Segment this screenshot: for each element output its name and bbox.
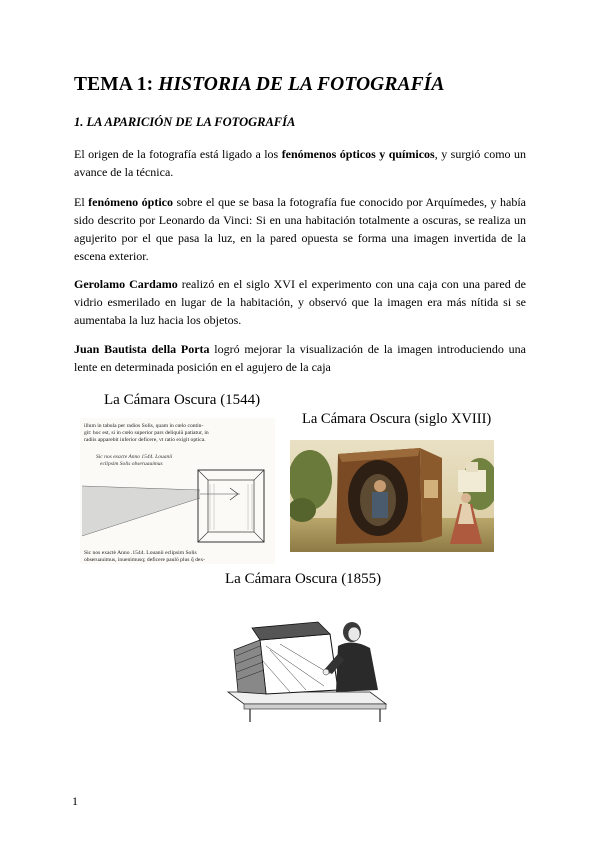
engraving-text-line: obseruauimus, inuenimusq; deficere paulò plus q̃ dex- [84,557,206,563]
paragraph-della-porta: Juan Bautista della Porta logró mejorar la visualización de la imagen introduciendo una lente en determinada posición en el agujero de la caja [74,342,526,374]
camera-obscura-1544-illustration [80,418,275,564]
paragraph-optical-phenomenon: El fenómeno óptico sobre el que se basa la fotografía fue conocido por Arquímedes, y había sido descrito por Leonardo da Vinci: Si en una habitación totalmente a oscuras, se realiza un agujerito por el que pasa la luz, en la pared opuesta se forma una imagen invertida de la escena exterior. [74,195,527,263]
section-title: 1. LA APARICIÓN DE LA FOTOGRAFÍA [74,115,296,129]
paragraph-origin: El origen de la fotografía está ligado a los fenómenos ópticos y químicos, y surgió como un avance de la técnica. [74,147,526,179]
engraving-text-line: git: hoc est, si in cœlo superior pars deliquiū patiatur, in [84,430,209,436]
engraving-text-line: radiis apparebit inferior deficere, vt ratio exigit optica. [84,437,206,443]
engraving-handwritten: Sic nos exacte Anno 1544. Louanii [96,454,173,460]
camera-obscura-18th-century-illustration [290,440,494,552]
page-number: 1 [72,794,78,808]
engraving-1855 [220,610,396,722]
engraving-1544 [80,418,275,564]
camera-obscura-1855-illustration [220,610,396,722]
engraving-text-line: illum in tabula per radios Solis, quam in cœlo contin- [84,423,204,429]
engraving-handwritten: eclipsim Solis obseruauimus [100,461,163,467]
caption-1855: La Cámara Oscura (1855) [225,571,382,587]
page-title: TEMA 1: HISTORIA DE LA FOTOGRAFÍA [74,74,445,95]
caption-18th-century: La Cámara Oscura (siglo XVIII) [302,411,492,427]
paragraph-cardamo: Gerolamo Cardamo realizó en el siglo XVI el experimento con una caja con una pared de vidrio esmerilado en lugar de la habitación, y observó que la imagen era más nítida si se aumentaba la luz hacia los objetos. [74,277,526,327]
engraving-text-line: Sic nos exactè Anno .1544. Louanii eclipsim Solis [84,550,197,556]
caption-1544: La Cámara Oscura (1544) [104,392,261,408]
painting-18th-century [290,440,494,552]
